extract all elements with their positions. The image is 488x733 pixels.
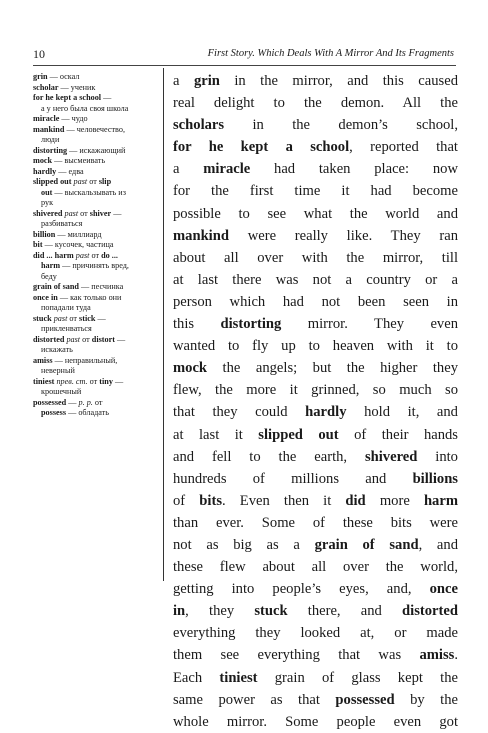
text-bold: possessed bbox=[335, 691, 395, 708]
gloss-text: от bbox=[78, 208, 90, 218]
text-line bbox=[173, 622, 458, 644]
gloss-text: неверный bbox=[41, 366, 75, 375]
glossary-entry bbox=[33, 293, 166, 304]
glossary-entry bbox=[33, 198, 166, 209]
gloss-text: — песчинка bbox=[78, 282, 124, 291]
glossary-entry bbox=[33, 377, 166, 388]
running-header bbox=[33, 47, 456, 66]
text-bold: for he kept a school bbox=[173, 139, 350, 156]
text-line bbox=[173, 158, 458, 180]
text-bold: did bbox=[345, 492, 366, 509]
gloss-text: беду bbox=[41, 271, 57, 281]
gloss-text: от bbox=[80, 334, 92, 344]
text-bold: scholars bbox=[173, 117, 225, 134]
glossary-entry bbox=[33, 387, 166, 398]
gloss-bold: out bbox=[41, 187, 53, 197]
text-line bbox=[173, 313, 458, 335]
text-bold: slipped out bbox=[258, 426, 339, 443]
text-line bbox=[173, 490, 458, 512]
text-line bbox=[173, 136, 458, 158]
text-line bbox=[173, 269, 458, 291]
text-text: hold it, and bbox=[346, 404, 458, 421]
gloss-bold: mock bbox=[33, 156, 53, 165]
text-text: person which had not been seen in bbox=[173, 293, 458, 310]
glossary-entry bbox=[33, 156, 166, 167]
gloss-text: — высмеивать bbox=[52, 156, 106, 165]
gloss-text: — оскал bbox=[47, 72, 80, 81]
glossary-entry bbox=[33, 335, 166, 346]
text-bold: amiss bbox=[419, 647, 455, 664]
gloss-text: люди bbox=[41, 135, 60, 144]
gloss-text: — причинять вред, bbox=[60, 261, 129, 270]
gloss-bold: scholar bbox=[33, 82, 59, 92]
text-text: a bbox=[173, 161, 204, 178]
text-bold: harm bbox=[423, 492, 458, 509]
glossary-entry bbox=[33, 272, 166, 283]
gloss-bold: slip bbox=[98, 177, 112, 186]
text-line bbox=[173, 644, 458, 666]
text-text: that they could bbox=[173, 404, 306, 421]
text-bold: distorting bbox=[220, 316, 282, 333]
gloss-bold: hardly bbox=[33, 166, 57, 176]
text-text: by the bbox=[394, 691, 458, 708]
gloss-text: — выскальзывать из bbox=[52, 187, 126, 197]
gloss-text: — обладать bbox=[66, 408, 109, 417]
text-line bbox=[173, 534, 458, 556]
text-line bbox=[173, 667, 458, 689]
text-line bbox=[173, 689, 458, 711]
text-text: mirror. They even bbox=[281, 316, 459, 333]
text-text: everything they looked at, or made bbox=[173, 625, 458, 642]
text-text: into bbox=[417, 448, 458, 465]
gloss-italic: past bbox=[75, 250, 90, 260]
gloss-text: попадали туда bbox=[41, 303, 91, 312]
gloss-bold: shivered bbox=[33, 208, 65, 218]
gloss-text: — bbox=[95, 313, 106, 323]
gloss-italic: past bbox=[73, 177, 88, 186]
text-bold: miracle bbox=[203, 161, 251, 178]
gloss-text: — bbox=[101, 93, 112, 102]
gloss-bold: distort bbox=[91, 334, 115, 344]
text-text: about all over with the mirror, till bbox=[173, 249, 458, 266]
text-text: at last there was not a country or a bbox=[173, 271, 458, 288]
text-line bbox=[173, 468, 458, 490]
gloss-text: прикленваться bbox=[41, 324, 92, 333]
text-text: real delight to the demon. All the bbox=[173, 95, 458, 112]
glossary-entry bbox=[33, 146, 166, 157]
glossary-entry bbox=[33, 408, 166, 419]
text-bold: billions bbox=[412, 470, 458, 487]
running-head-title: First Story. Which Deals With A Mirror And Its Fragments bbox=[207, 48, 454, 59]
gloss-text: — bbox=[114, 334, 126, 344]
gloss-bold: mankind bbox=[33, 124, 65, 134]
glossary-entry bbox=[33, 93, 166, 104]
gloss-bold: miracle bbox=[33, 114, 60, 123]
text-text: whole mirror. Some people even got bbox=[173, 713, 458, 730]
text-text: in the demon’s school, bbox=[224, 117, 458, 134]
text-line bbox=[173, 92, 458, 114]
text-bold: grain of sand bbox=[314, 536, 419, 553]
text-bold: hardly bbox=[305, 404, 347, 421]
text-text: , they bbox=[185, 603, 255, 620]
text-line bbox=[173, 401, 458, 423]
glossary-entry bbox=[33, 83, 166, 94]
glossary-entry bbox=[33, 303, 166, 314]
text-line bbox=[173, 379, 458, 401]
gloss-text: — чудо bbox=[59, 114, 88, 123]
glossary-entry bbox=[33, 125, 166, 136]
text-text: , and bbox=[418, 536, 458, 553]
gloss-text: разбиваться bbox=[41, 219, 83, 228]
gloss-text: искажать bbox=[41, 345, 73, 354]
text-text: same power as that bbox=[173, 691, 336, 708]
gloss-bold: slipped out bbox=[33, 177, 74, 186]
gloss-text: — как только они bbox=[57, 292, 122, 302]
glossary-entry bbox=[33, 188, 166, 199]
text-bold: shivered bbox=[364, 448, 418, 465]
text-text: for the first time it had become bbox=[173, 183, 458, 200]
glossary-entry bbox=[33, 240, 166, 251]
glossary-entry bbox=[33, 177, 166, 188]
gloss-text: — bbox=[66, 397, 79, 407]
gloss-text: от bbox=[87, 177, 99, 186]
gloss-bold: do ... bbox=[101, 250, 118, 260]
glossary-entry bbox=[33, 209, 166, 220]
gloss-text: крошечный bbox=[41, 387, 82, 396]
gloss-text: — кусочек, частица bbox=[42, 240, 114, 249]
text-text: of bbox=[173, 492, 200, 509]
text-text: hundreds of millions and bbox=[173, 470, 413, 487]
gloss-text: — едва bbox=[56, 166, 84, 176]
gloss-italic: past bbox=[53, 313, 68, 323]
gloss-text: от bbox=[67, 313, 80, 323]
gloss-bold: stick bbox=[79, 313, 96, 323]
gloss-bold: bit bbox=[33, 240, 43, 249]
text-text: flew, the more it grinned, so much so bbox=[173, 382, 458, 399]
gloss-bold: possessed bbox=[33, 397, 67, 407]
text-line bbox=[173, 424, 458, 446]
gloss-bold: harm bbox=[41, 261, 61, 270]
text-bold: tiniest bbox=[219, 669, 258, 686]
text-text: . bbox=[454, 647, 458, 664]
text-bold: in bbox=[173, 603, 186, 620]
gloss-bold: did ... harm bbox=[33, 250, 76, 260]
text-text: there, and bbox=[287, 603, 403, 620]
gloss-text: — человечество, bbox=[64, 124, 125, 134]
text-line bbox=[173, 357, 458, 379]
text-line bbox=[173, 225, 458, 247]
text-bold: once bbox=[429, 581, 458, 598]
text-bold: stuck bbox=[254, 603, 288, 620]
text-line bbox=[173, 711, 458, 733]
text-line bbox=[173, 247, 458, 269]
gloss-bold: tiny bbox=[99, 376, 113, 386]
text-line bbox=[173, 70, 458, 92]
glossary-column bbox=[33, 72, 166, 419]
text-line bbox=[173, 335, 458, 357]
text-line bbox=[173, 114, 458, 136]
glossary-entry bbox=[33, 230, 166, 241]
text-text: than ever. Some of these bits were bbox=[173, 514, 458, 531]
glossary-entry bbox=[33, 251, 166, 262]
glossary-entry bbox=[33, 104, 166, 115]
text-text: wanted to fly up to heaven with it to bbox=[173, 338, 458, 355]
glossary-entry bbox=[33, 167, 166, 178]
gloss-text: от bbox=[92, 397, 103, 407]
text-bold: distorted bbox=[402, 603, 458, 620]
text-text: and fell to the earth, bbox=[173, 448, 365, 465]
text-line bbox=[173, 578, 458, 600]
text-text: this bbox=[173, 316, 221, 333]
gloss-bold: stuck bbox=[33, 313, 54, 323]
text-text: these flew about all over the world, bbox=[173, 559, 458, 576]
text-line bbox=[173, 600, 458, 622]
gloss-bold: once in bbox=[33, 292, 58, 302]
text-text: in the mirror, and this caused bbox=[219, 73, 458, 89]
gloss-text: от bbox=[89, 250, 102, 260]
glossary-entry bbox=[33, 114, 166, 125]
page-number: 10 bbox=[33, 47, 45, 61]
gloss-text: — bbox=[111, 208, 122, 218]
gloss-bold: amiss bbox=[33, 355, 53, 365]
text-text: at last it bbox=[173, 426, 259, 443]
text-text: had taken place: now bbox=[250, 161, 458, 178]
text-bold: mankind bbox=[173, 227, 229, 244]
gloss-bold: grain of sand bbox=[33, 282, 79, 291]
text-text: of their hands bbox=[338, 426, 458, 443]
glossary-entry bbox=[33, 219, 166, 230]
story-text-column bbox=[173, 70, 458, 733]
glossary-entry bbox=[33, 72, 166, 83]
glossary-entry bbox=[33, 261, 166, 272]
gloss-text: а у него была своя школа bbox=[41, 103, 129, 113]
gloss-bold: possess bbox=[41, 408, 67, 417]
text-line bbox=[173, 203, 458, 225]
gloss-bold: tiniest bbox=[33, 376, 57, 386]
gloss-italic: past bbox=[64, 208, 79, 218]
text-line bbox=[173, 556, 458, 578]
glossary-entry bbox=[33, 314, 166, 325]
column-divider bbox=[163, 68, 164, 581]
text-bold: bits bbox=[199, 492, 223, 509]
text-text: , reported that bbox=[349, 139, 458, 156]
gloss-bold: grin bbox=[33, 72, 48, 81]
text-line bbox=[173, 291, 458, 313]
gloss-bold: for he kept a school bbox=[33, 93, 102, 102]
text-text: were really like. They ran bbox=[228, 227, 458, 244]
text-text: . Even then it bbox=[222, 492, 346, 509]
text-text: a bbox=[173, 73, 194, 89]
text-text: grain of glass kept the bbox=[257, 669, 458, 686]
glossary-entry bbox=[33, 135, 166, 146]
gloss-italic: p. p. bbox=[78, 397, 93, 407]
text-line bbox=[173, 512, 458, 534]
gloss-bold: distorted bbox=[33, 334, 67, 344]
gloss-bold: distorting bbox=[33, 145, 68, 155]
gloss-bold: billion bbox=[33, 229, 56, 239]
gloss-text: — миллиард bbox=[55, 229, 102, 239]
glossary-entry bbox=[33, 356, 166, 367]
glossary-entry bbox=[33, 398, 166, 409]
text-text: possible to see what the world and bbox=[173, 205, 458, 222]
text-text: not as big as a bbox=[173, 536, 315, 553]
glossary-entry bbox=[33, 366, 166, 377]
text-text: more bbox=[365, 492, 424, 509]
text-text: the angels; but the higher they bbox=[207, 360, 458, 377]
gloss-text: рук bbox=[41, 198, 54, 207]
gloss-text: — bbox=[112, 376, 124, 386]
text-line bbox=[173, 180, 458, 202]
glossary-entry bbox=[33, 345, 166, 356]
text-text: them see everything that was bbox=[173, 647, 420, 664]
glossary-entry bbox=[33, 324, 166, 335]
text-bold: grin bbox=[193, 73, 220, 89]
gloss-italic: past bbox=[66, 334, 81, 344]
text-bold: mock bbox=[173, 360, 208, 377]
text-line bbox=[173, 446, 458, 468]
glossary-entry bbox=[33, 282, 166, 293]
gloss-italic: прев. ст. bbox=[56, 376, 88, 386]
gloss-text: от bbox=[87, 376, 100, 386]
text-text: Each bbox=[173, 669, 220, 686]
text-text: getting into people’s eyes, and, bbox=[173, 581, 430, 598]
gloss-text: — ученик bbox=[58, 82, 96, 92]
gloss-text: — искажающий bbox=[67, 145, 126, 155]
gloss-text: — неправильный, bbox=[52, 355, 118, 365]
gloss-bold: shiver bbox=[89, 208, 112, 218]
